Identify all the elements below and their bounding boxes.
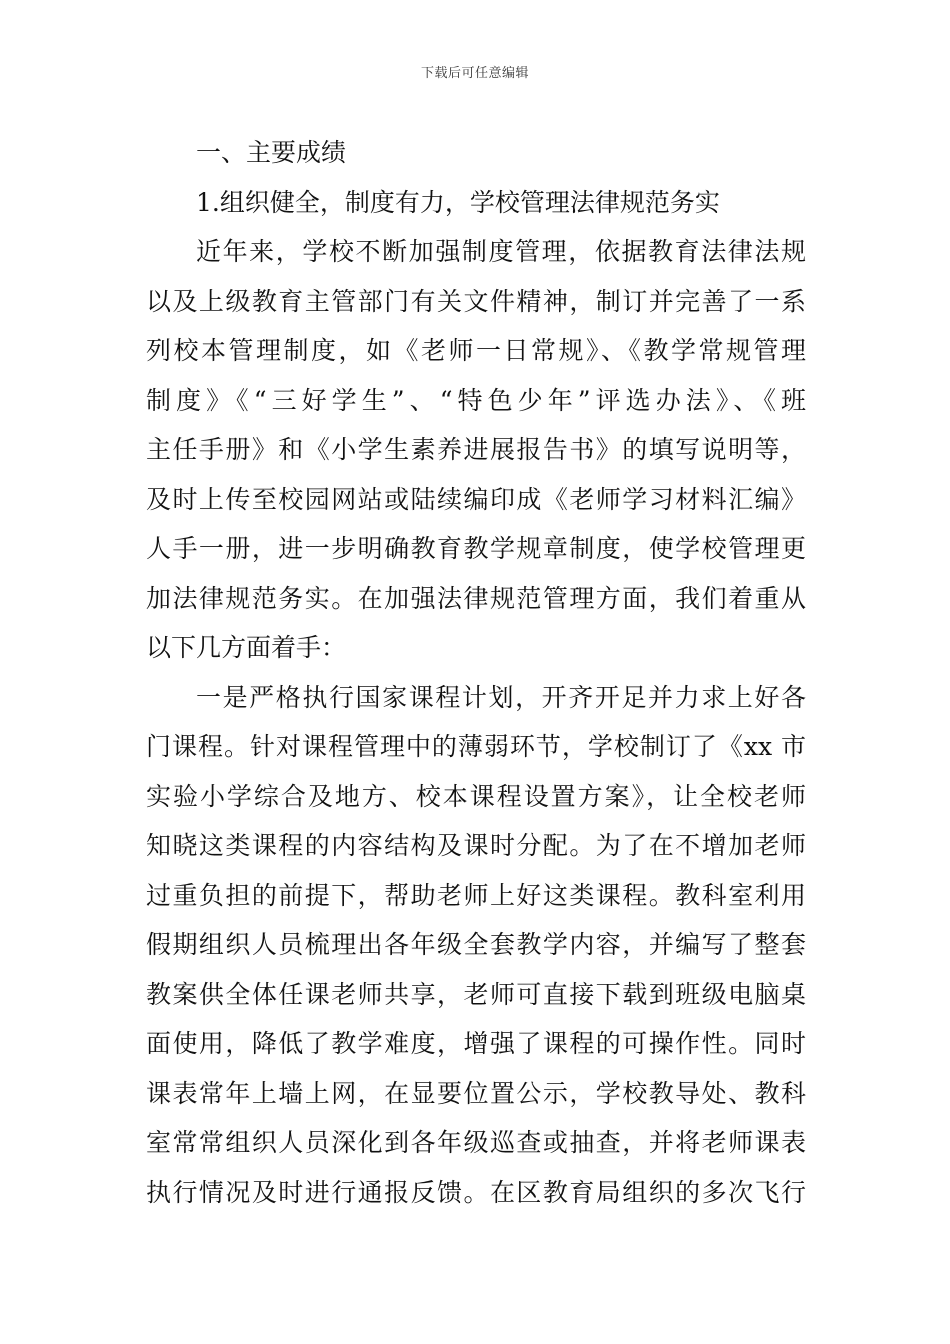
text-line: 一、主要成绩 (196, 138, 347, 167)
text-line: 教案供全体任课老师共享，老师可直接下载到班级电脑桌 (146, 979, 806, 1009)
text-line: 1.组织健全，制度有力，学校管理法律规范务实 (196, 187, 720, 217)
document-body (146, 128, 806, 1217)
text-line: 以下几方面着手： (146, 633, 347, 662)
text-line: 以及上级教育主管部门有关文件精神，制订并完善了一系 (146, 286, 806, 316)
text-line: 及时上传至校园网站或陆续编印成《老师学习材料汇编》 (146, 484, 806, 514)
text-line: 假期组织人员梳理出各年级全套教学内容，并编写了整套 (146, 930, 806, 959)
text-line: 人手一册，进一步明确教育教学规章制度，使学校管理更 (146, 534, 806, 563)
text-line: 室常常组织人员深化到各年级巡查或抽查，并将老师课表 (146, 1128, 806, 1157)
text-line: 实验小学综合及地方、校本课程设置方案》，让全校老师 (146, 781, 806, 811)
page-header: 下载后可任意编辑 (420, 66, 529, 81)
text-line: 一是严格执行国家课程计划，开齐开足并力求上好各 (196, 682, 806, 712)
text-line: 加法律规范务实。在加强法律规范管理方面，我们着重从 (146, 583, 806, 613)
text-line: 制度》《“三好学生”、“特色少年”评选办法》、《班 (146, 385, 806, 415)
text-line: 近年来，学校不断加强制度管理，依据教育法律法规 (196, 237, 806, 266)
text-line: 列校本管理制度，如《老师一日常规》、《教学常规管理 (146, 336, 806, 365)
text-line: 执行情况及时进行通报反馈。在区教育局组织的多次飞行 (146, 1177, 806, 1207)
text-line: 知晓这类课程的内容结构及课时分配。为了在不增加老师 (146, 831, 806, 860)
text-line: 门课程。针对课程管理中的薄弱环节，学校制订了《xx 市 (146, 732, 806, 761)
text-line: 面使用，降低了教学难度，增强了课程的可操作性。同时 (146, 1029, 806, 1058)
text-line: 主任手册》和《小学生素养进展报告书》的填写说明等， (146, 435, 806, 464)
text-line: 过重负担的前提下，帮助老师上好这类课程。教科室利用 (146, 880, 806, 910)
text-line: 课表常年上墙上网，在显要位置公示，学校教导处、教科 (146, 1078, 806, 1108)
